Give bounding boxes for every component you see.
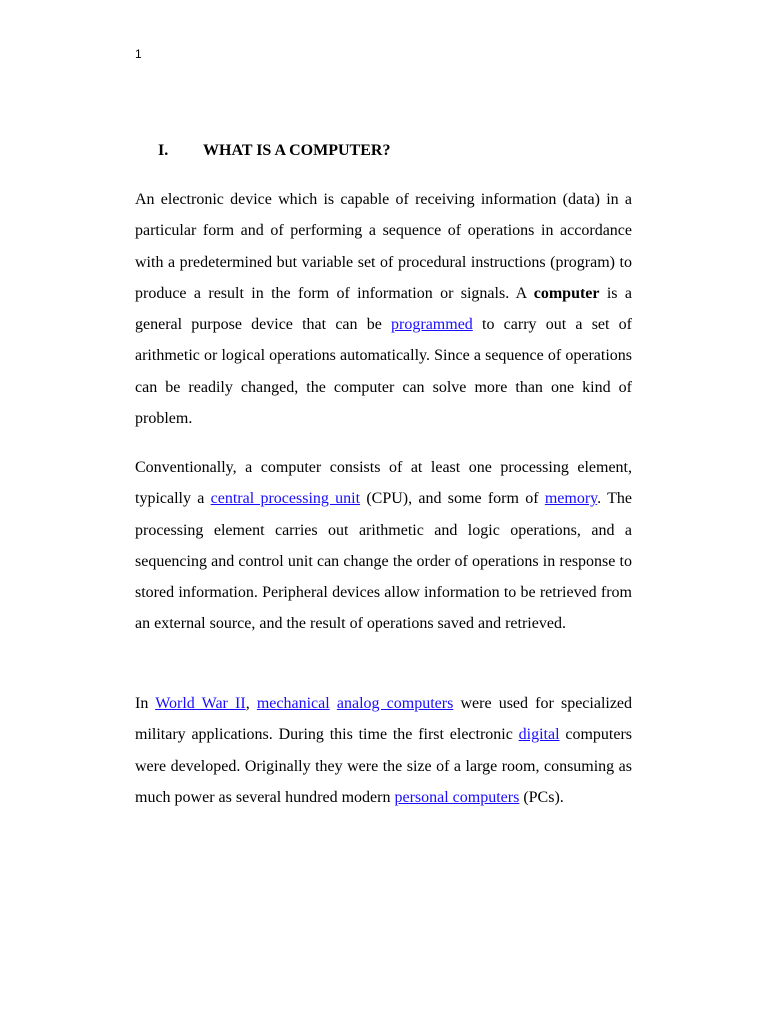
paragraph-components [135, 452, 632, 640]
text-span: (PCs). [519, 788, 564, 806]
text-span: (CPU), and some form of [360, 490, 545, 508]
link-analog-computers[interactable]: analog computers [336, 695, 454, 712]
text-span: computers were developed. Originally they were the size of a large room, consuming as much power as several hundred modern [135, 726, 632, 806]
text-span: Conventionally, a computer consists of at least one processing element, typically a [135, 459, 632, 508]
link-mechanical[interactable]: mechanical [256, 695, 330, 712]
text-span: were used for specialized military applications. During this time the first electronic [135, 695, 633, 744]
link-memory[interactable]: memory [544, 490, 598, 508]
section-number: I. [158, 142, 169, 159]
paragraph-history [135, 688, 632, 813]
text-span: . The processing element carries out arithmetic and logic operations, and a sequencing and control unit can change the order of operations in response to stored information. Peripheral devices allow information to be retrieved from an external source, and the result of operations saved and retrieved. [135, 490, 632, 633]
section-heading [158, 141, 390, 161]
section-title: WHAT IS A COMPUTER? [203, 142, 391, 159]
link-central-processing-unit[interactable]: central processing unit [210, 490, 361, 508]
text-span: , [245, 695, 257, 712]
link-personal-computers[interactable]: personal computers [394, 788, 520, 806]
page-number: 1 [135, 47, 142, 61]
text-span: An electronic device which is capable of receiving information (data) in a particular form and of performing a sequence of operations in accordance with a predetermined but variable set of procedural instructions (program) to produce a result in the form of information or signals. A [135, 191, 632, 302]
bold-term-computer: computer [533, 284, 600, 302]
link-world-war-ii[interactable]: World War II [155, 695, 246, 712]
text-span: to carry out a set of arithmetic or logical operations automatically. Since a sequence of operations can be readily changed, the computer can solve more than one kind of problem. [135, 316, 633, 428]
text-span: In [135, 695, 156, 712]
link-digital[interactable]: digital [518, 726, 560, 744]
text-span [330, 695, 337, 712]
paragraph-definition [135, 184, 632, 434]
link-programmed[interactable]: programmed [391, 316, 473, 334]
text-span: is a general purpose device that can be [135, 284, 633, 334]
